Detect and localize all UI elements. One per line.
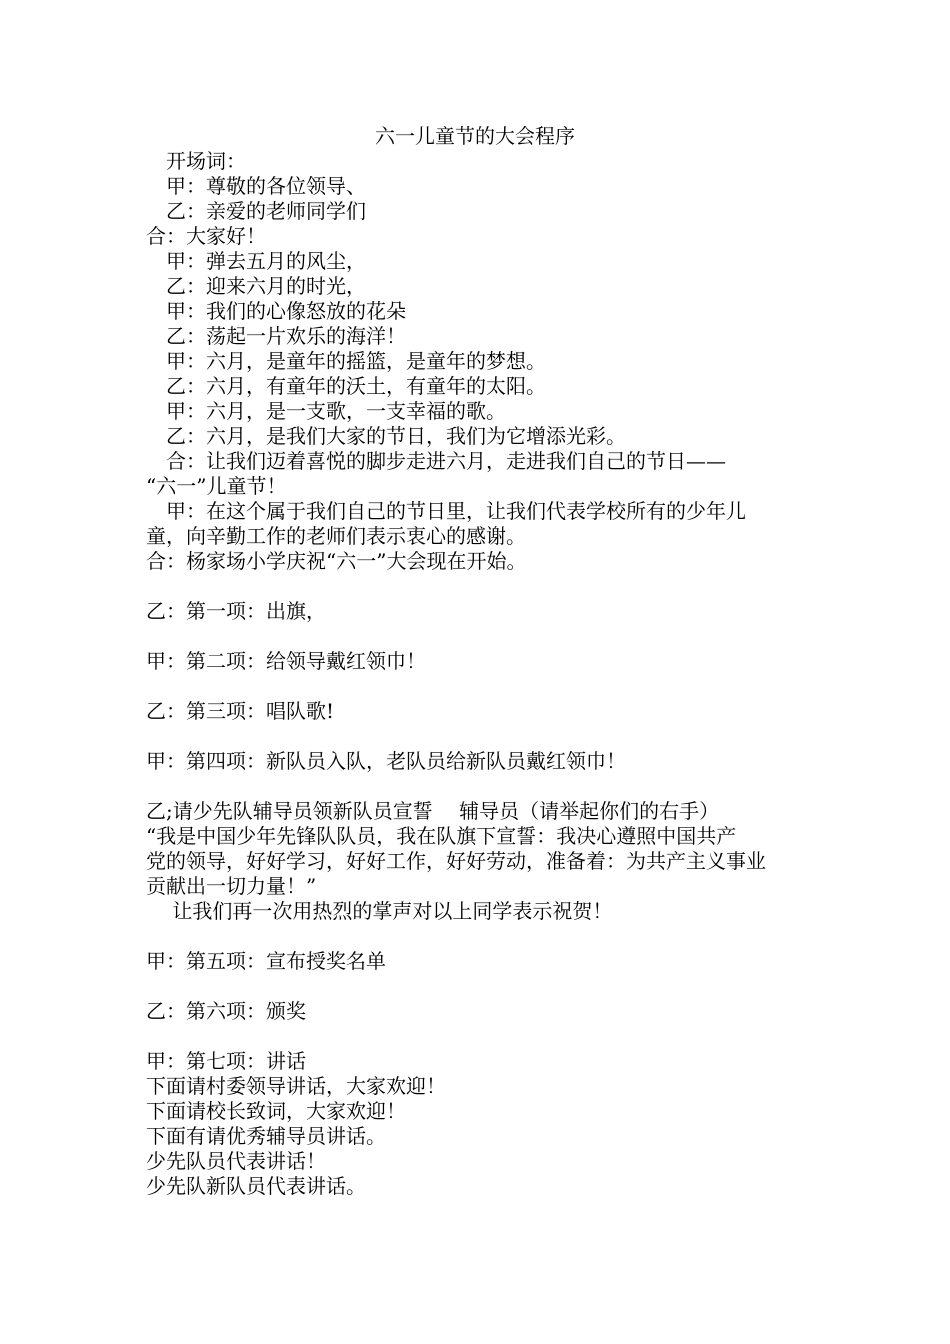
text-line: 合：大家好！	[146, 224, 266, 248]
speech-line: 下面请校长致词，大家欢迎！	[146, 1099, 406, 1123]
text-line: 乙：亲爱的老师同学们	[146, 199, 366, 223]
speech-line: 下面有请优秀辅导员讲话。	[146, 1124, 386, 1148]
text-line: 乙：荡起一片欢乐的海洋！	[146, 324, 406, 348]
program-item-6: 乙：第六项：颁奖	[146, 999, 306, 1023]
text-line: 甲：六月，是童年的摇篮，是童年的梦想。	[146, 349, 546, 373]
text-line: 甲：六月，是一支歌，一支幸福的歌。	[146, 399, 506, 423]
oath-text: 贡献出一切力量！”	[146, 874, 317, 898]
speech-line: 下面请村委领导讲话，大家欢迎！	[146, 1074, 446, 1098]
program-item-5: 甲：第五项：宣布授奖名单	[146, 949, 386, 973]
text-line: 甲：在这个属于我们自己的节日里，让我们代表学校所有的少年儿	[146, 499, 746, 523]
oath-text: 党的领导，好好学习，好好工作，好好劳动，准备着：为共产主义事业	[146, 849, 766, 873]
text-line: 合：让我们迈着喜悦的脚步走进六月，走进我们自己的节日——	[146, 449, 726, 473]
text-line: 让我们再一次用热烈的掌声对以上同学表示祝贺！	[146, 899, 613, 923]
document-title: 六一儿童节的大会程序	[375, 124, 575, 148]
text-line: 合：杨家场小学庆祝“六一”大会现在开始。	[146, 549, 527, 573]
oath-instruction: 乙;请少先队辅导员领新队员宣誓 辅导员（请举起你们的右手）	[146, 799, 720, 823]
opening-remarks-heading: 开场词：	[146, 149, 246, 173]
text-line: 甲：我们的心像怒放的花朵	[146, 299, 406, 323]
text-line: “六一”儿童节！	[146, 474, 287, 498]
speech-line: 少先队员代表讲话！	[146, 1149, 326, 1173]
text-line: 甲：弹去五月的风尘，	[146, 249, 366, 273]
program-item-2: 甲：第二项：给领导戴红领巾！	[146, 649, 426, 673]
program-item-3: 乙：第三项：唱队歌!	[146, 699, 335, 723]
text-line: 乙：六月，是我们大家的节日，我们为它增添光彩。	[146, 424, 626, 448]
program-item-7: 甲：第七项：讲话	[146, 1049, 306, 1073]
text-line: 甲：尊敬的各位领导、	[146, 174, 366, 198]
text-line: 乙：迎来六月的时光，	[146, 274, 366, 298]
program-item-4: 甲：第四项：新队员入队，老队员给新队员戴红领巾！	[146, 749, 626, 773]
speech-line: 少先队新队员代表讲话。	[146, 1174, 366, 1198]
text-line: 乙：六月，有童年的沃土，有童年的太阳。	[146, 374, 546, 398]
text-line: 童，向辛勤工作的老师们表示衷心的感谢。	[146, 524, 526, 548]
oath-text: “我是中国少年先锋队队员，我在队旗下宣誓：我决心遵照中国共产	[146, 824, 737, 848]
program-item-1: 乙：第一项：出旗，	[146, 599, 326, 623]
